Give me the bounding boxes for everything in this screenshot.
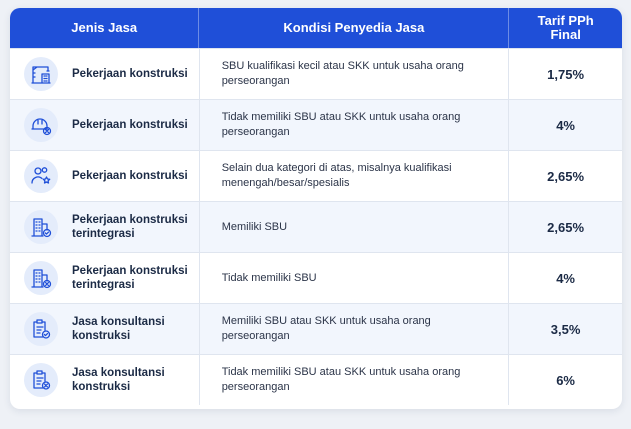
jenis-label: Jasa konsultansi — [72, 367, 165, 379]
crane-building-icon — [24, 57, 58, 91]
tarif-cell: 4% — [508, 253, 622, 303]
jenis-cell — [10, 304, 199, 354]
kondisi-text-line2: perseorangan — [221, 126, 290, 138]
table-row — [10, 99, 622, 150]
kondisi-cell — [199, 355, 509, 405]
kondisi-cell — [199, 100, 509, 150]
header-tarif — [508, 8, 622, 48]
kondisi-text: Tidak memiliki SBU atau SKK untuk usaha orang — [221, 111, 461, 123]
table-header — [10, 8, 622, 48]
kondisi-text: Memiliki SBU — [221, 220, 288, 233]
jenis-label-line2: terintegrasi — [72, 228, 135, 240]
header-kondisi: Kondisi Penyedia Jasa — [198, 8, 508, 48]
kondisi-text: SBU kualifikasi kecil atau SKK untuk usaha orang — [221, 60, 464, 72]
jenis-label-line2: konstruksi — [72, 381, 131, 393]
jenis-cell — [10, 151, 199, 201]
table-row — [10, 252, 622, 303]
tax-rate-table — [10, 8, 622, 409]
hard-hat-x-icon — [24, 108, 58, 142]
jenis-cell — [10, 49, 199, 99]
kondisi-text: Selain dua kategori di atas, misalnya kualifikasi — [221, 162, 452, 174]
table-row — [10, 354, 622, 405]
jenis-label: Pekerjaan konstruksi — [72, 119, 188, 131]
table-row — [10, 48, 622, 99]
kondisi-cell — [199, 151, 509, 201]
jenis-label: Jasa konsultansi — [72, 316, 165, 328]
jenis-label: Pekerjaan konstruksi — [72, 265, 188, 277]
table-row — [10, 150, 622, 201]
kondisi-cell — [199, 304, 509, 354]
users-star-icon — [24, 159, 58, 193]
jenis-cell — [10, 253, 199, 303]
clipboard-check-icon — [24, 312, 58, 346]
tarif-cell: 2,65% — [508, 202, 622, 252]
header-tarif-line2: Final — [550, 27, 581, 42]
jenis-cell — [10, 100, 199, 150]
jenis-label-line2: terintegrasi — [72, 279, 135, 291]
kondisi-cell — [199, 202, 509, 252]
building-check-icon — [24, 210, 58, 244]
tarif-cell: 3,5% — [508, 304, 622, 354]
tarif-cell: 2,65% — [508, 151, 622, 201]
table-row — [10, 303, 622, 354]
jenis-label: Pekerjaan konstruksi — [72, 68, 188, 80]
jenis-cell — [10, 202, 199, 252]
kondisi-text: Memiliki SBU atau SKK untuk usaha orang — [221, 315, 431, 327]
header-jenis-jasa: Jenis Jasa — [71, 20, 138, 35]
jenis-label: Pekerjaan konstruksi — [72, 214, 188, 226]
kondisi-text-line2: menengah/besar/spesialis — [221, 177, 350, 189]
table-row — [10, 201, 622, 252]
tarif-cell: 6% — [508, 355, 622, 405]
table-body — [10, 48, 622, 405]
header-tarif-line1: Tarif PPh — [537, 13, 594, 28]
kondisi-text: Tidak memiliki SBU — [221, 271, 317, 284]
jenis-label-line2: konstruksi — [72, 330, 131, 342]
jenis-label: Pekerjaan konstruksi — [72, 170, 188, 182]
kondisi-cell — [199, 49, 509, 99]
tarif-cell: 4% — [508, 100, 622, 150]
building-x-icon — [24, 261, 58, 295]
tarif-cell: 1,75% — [508, 49, 622, 99]
kondisi-text-line2: perseorangan — [221, 381, 290, 393]
kondisi-cell — [199, 253, 509, 303]
jenis-cell — [10, 355, 199, 405]
clipboard-x-icon — [24, 363, 58, 397]
kondisi-text-line2: perseorangan — [221, 330, 290, 342]
kondisi-text: Tidak memiliki SBU atau SKK untuk usaha orang — [221, 366, 461, 378]
kondisi-text-line2: perseorangan — [221, 75, 290, 87]
